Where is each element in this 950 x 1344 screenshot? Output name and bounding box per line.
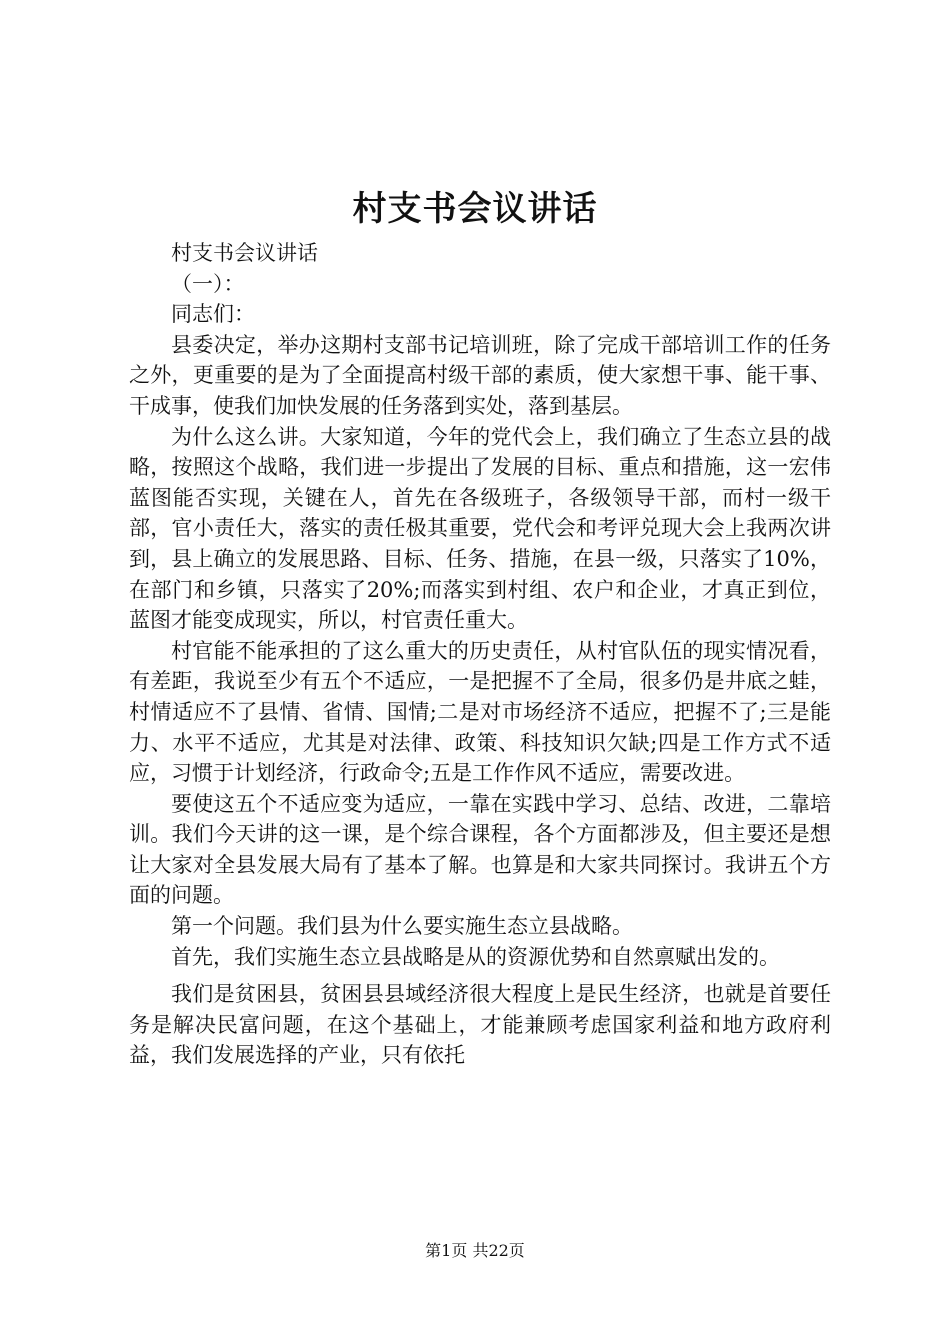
document-title: 村支书会议讲话	[352, 189, 598, 229]
paragraph: 为什么这么讲。大家知道，今年的党代会上，我们确立了生态立县的战略，按照这个战略，我们进一步提出了发展的目标、重点和措施，这一宏伟蓝图能否实现，关键在人，首先在各级班子，各级领导干部，而村一级干部，官小责任大，落实的责任极其重要，党代会和考评兑现大会上我两次讲到，县上确立的发展思路、目标、任务、措施，在县一级，只落实了10%，在部门和乡镇，只落实了20%;而落实到村组、农户和企业，才真正到位，蓝图才能变成现实，所以，村官责任重大。	[129, 424, 831, 633]
paragraph: 我们是贫困县，贫困县县域经济很大程度上是民生经济，也就是首要任务是解决民富问题，在这个基础上，才能兼顾考虑国家利益和地方政府利益，我们发展选择的产业，只有依托	[129, 982, 831, 1068]
paragraph: 首先，我们实施生态立县战略是从的资源优势和自然禀赋出发的。	[171, 944, 780, 969]
page-footer: 第1页 共22页	[425, 1241, 525, 1260]
paragraph-salutation: 同志们：	[171, 302, 255, 327]
paragraph: 县委决定，举办这期村支部书记培训班，除了完成干部培训工作的任务之外，更重要的是为了全面提高村级干部的素质，使大家想干事、能干事、干成事，使我们加快发展的任务落到实处，落到基层。	[129, 332, 831, 418]
document-body	[129, 238, 831, 1071]
paragraph-section-number: （一）：	[171, 271, 245, 296]
paragraph: 村官能不能承担的了这么重大的历史责任，从村官队伍的现实情况看，有差距，我说至少有五个不适应，一是把握不了全局，很多仍是井底之蛙，村情适应不了县情、省情、国情;二是对市场经济不适应，把握不了;三是能力、水平不适应，尤其是对法律、政策、科技知识欠缺;四是工作方式不适应，习惯于计划经济，行政命令;五是工作作风不适应，需要改进。	[129, 638, 831, 786]
paragraph-subtitle: 村支书会议讲话	[171, 241, 318, 265]
paragraph: 要使这五个不适应变为适应，一靠在实践中学习、总结、改进，二靠培训。我们今天讲的这一课，是个综合课程，各个方面都涉及，但主要还是想让大家对全县发展大局有了基本了解。也算是和大家共同探讨。我讲五个方面的问题。	[129, 791, 831, 908]
paragraph-heading: 第一个问题。我们县为什么要实施生态立县战略。	[171, 914, 633, 939]
